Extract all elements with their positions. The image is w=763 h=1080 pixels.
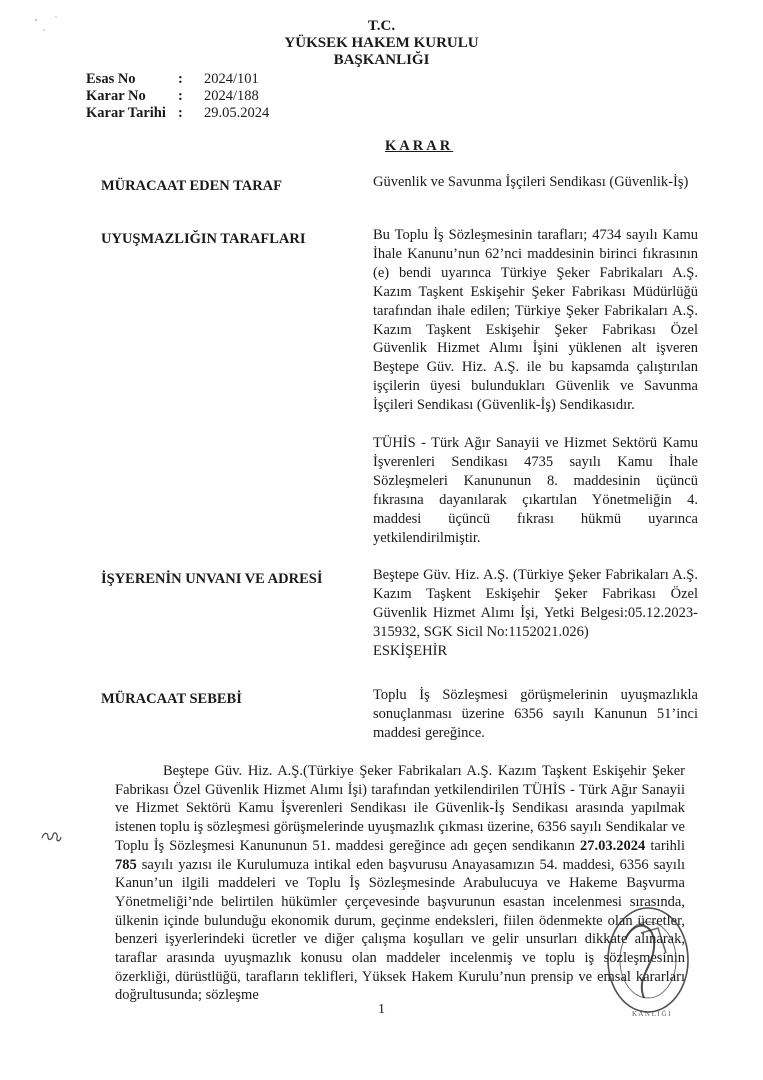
header-line-3: BAŞKANLIĞI bbox=[333, 52, 430, 68]
section-label-sebep: MÜRACAAT SEBEBİ bbox=[101, 691, 242, 707]
header-line-2: YÜKSEK HAKEM KURULU bbox=[284, 35, 479, 51]
body-date: 27.03.2024 bbox=[580, 837, 646, 854]
body-text-part: Beştepe Güv. Hiz. A.Ş.(Türkiye Şeker Fabrikaları A.Ş. Kazım Taşkent Eskişehir Şeker Fabrikası Özel Güvenlik Hizmet Alımı İşi) tarafından yetkilendirilen TÜHİS - Türk Ağır Sanayii ve Hizmet Sektörü Kamu İşverenleri Sendikası ile Güvenlik-İş Sendikası arasında yapılmak istenen toplu iş sözleşmesi görüşmelerinde uyuşmazlık çıkması üzerine, 6356 sayılı Sendikalar ve Toplu İş Sözleşmesi Kanununun 51. maddesi gereğince adı geçen sendikanın bbox=[115, 763, 685, 854]
section-value-sebep bbox=[373, 686, 698, 743]
section-value-isveren bbox=[373, 566, 698, 661]
meta-row-karar bbox=[86, 88, 269, 105]
meta-row-tarih bbox=[86, 105, 269, 122]
svg-text:K A N L I Ğ I: K A N L I Ğ I bbox=[632, 1010, 671, 1018]
body-number: 785 bbox=[115, 856, 137, 873]
case-meta bbox=[86, 71, 269, 122]
meta-sep: : bbox=[178, 105, 183, 121]
sebep-text: Toplu İş Sözleşmesi görüşmelerinin uyuşmazlıkla sonuçlanması üzerine 6356 sayılı Kanunun 51’inci maddesi gereğince. bbox=[373, 687, 698, 741]
isveren-city: ESKİŞEHİR bbox=[373, 642, 448, 659]
taraflar-paragraph-2: TÜHİS - Türk Ağır Sanayii ve Hizmet Sektörü Kamu İşverenleri Sendikası 4735 sayılı Kamu İhale Sözleşmeleri Kanununun 8. maddesinin üçüncü fıkrasına dayanılarak çıkartılan Yönetmeliğin 4. maddesi üçüncü fıkrası hükmü uyarınca yetkilendirilmiştir. bbox=[373, 435, 698, 546]
meta-value: 29.05.2024 bbox=[204, 105, 270, 121]
document-title: KARAR bbox=[385, 138, 454, 154]
meta-sep: : bbox=[178, 88, 183, 104]
meta-label: Karar Tarihi bbox=[86, 105, 166, 121]
section-label-muracaat-eden: MÜRACAAT EDEN TARAF bbox=[101, 178, 282, 194]
section-label-isveren: İŞYERENİN UNVANI VE ADRESİ bbox=[101, 571, 323, 587]
body-text-part: sayılı yazısı ile Kurulumuza intikal eden başvurusu Anayasamızın 54. maddesi, 6356 sayılı Kanun’un ilgili maddeleri ve Toplu İş Sözleşmesinde Arabulucuya ve Hakeme Başvurma Yönetmeliği’nde belirtilen hükümler çerçevesinde başvurunun esastan incelenmesi sırasında, ülkenin içinde bulunduğu ekonomik durum, geçinme endeksleri, fiilen ödenmekte olan ücretler, benzeri işyerlerindeki ücretler ve diğer çalışma koşulları ve gelir unsurları dikkate alınarak, taraflar arasında uyuşmazlık konusu olan maddeler incelenmiş ve toplu iş sözleşmesinin özerkliği, dürüstlüğü, tarafların teklifleri, Yüksek Hakem Kurulu’nun prensip ve emsal kararları doğrultusunda; sözleşme bbox=[115, 856, 685, 1004]
meta-value: 2024/101 bbox=[204, 71, 259, 87]
header-line-1: T.C. bbox=[367, 18, 396, 34]
meta-row-esas bbox=[86, 71, 269, 88]
meta-value: 2024/188 bbox=[204, 88, 259, 104]
section-value-taraflar bbox=[373, 226, 698, 548]
meta-label: Karar No bbox=[86, 88, 146, 104]
section-text: Güvenlik ve Savunma İşçileri Sendikası (Güvenlik-İş) bbox=[373, 174, 689, 190]
section-value-muracaat-eden bbox=[373, 173, 698, 192]
page-number: 1 bbox=[378, 1002, 385, 1017]
margin-initial-mark bbox=[36, 820, 66, 850]
meta-sep: : bbox=[178, 71, 183, 87]
isveren-text: Beştepe Güv. Hiz. A.Ş. (Türkiye Şeker Fabrikaları A.Ş. Kazım Taşkent Eskişehir Şeker Fabrikası Özel Güvenlik Hizmet Alımı İşi, Yetki Belgesi:05.12.2023-315932, SGK Sicil No:1152021.026) bbox=[373, 567, 698, 640]
taraflar-paragraph-1: Bu Toplu İş Sözleşmesinin tarafları; 4734 sayılı Kamu İhale Kanunu’nun 62’nci maddesinin birinci fıkrasının (e) bendi uyarınca Türkiye Şeker Fabrikaları A.Ş. Kazım Taşkent Eskişehir Şeker Fabrikası Müdürlüğü tarafından ihale edilen; Türkiye Şeker Fabrikaları A.Ş. Kazım Taşkent Eskişehir Şeker Fabrikası Özel Güvenlik Hizmet Alımı İşini yüklenen alt işveren Beştepe Güv. Hiz. A.Ş. ile bu kapsamda çalıştırılan işçilerin üyesi bulundukları Güvenlik ve Savunma İşçileri Sendikası (Güvenlik-İş) Sendikasıdır. bbox=[373, 227, 698, 414]
body-text-part: tarihli bbox=[645, 837, 685, 854]
section-label-taraflar: UYUŞMAZLIĞIN TARAFLARI bbox=[101, 231, 306, 247]
meta-label: Esas No bbox=[86, 71, 136, 87]
